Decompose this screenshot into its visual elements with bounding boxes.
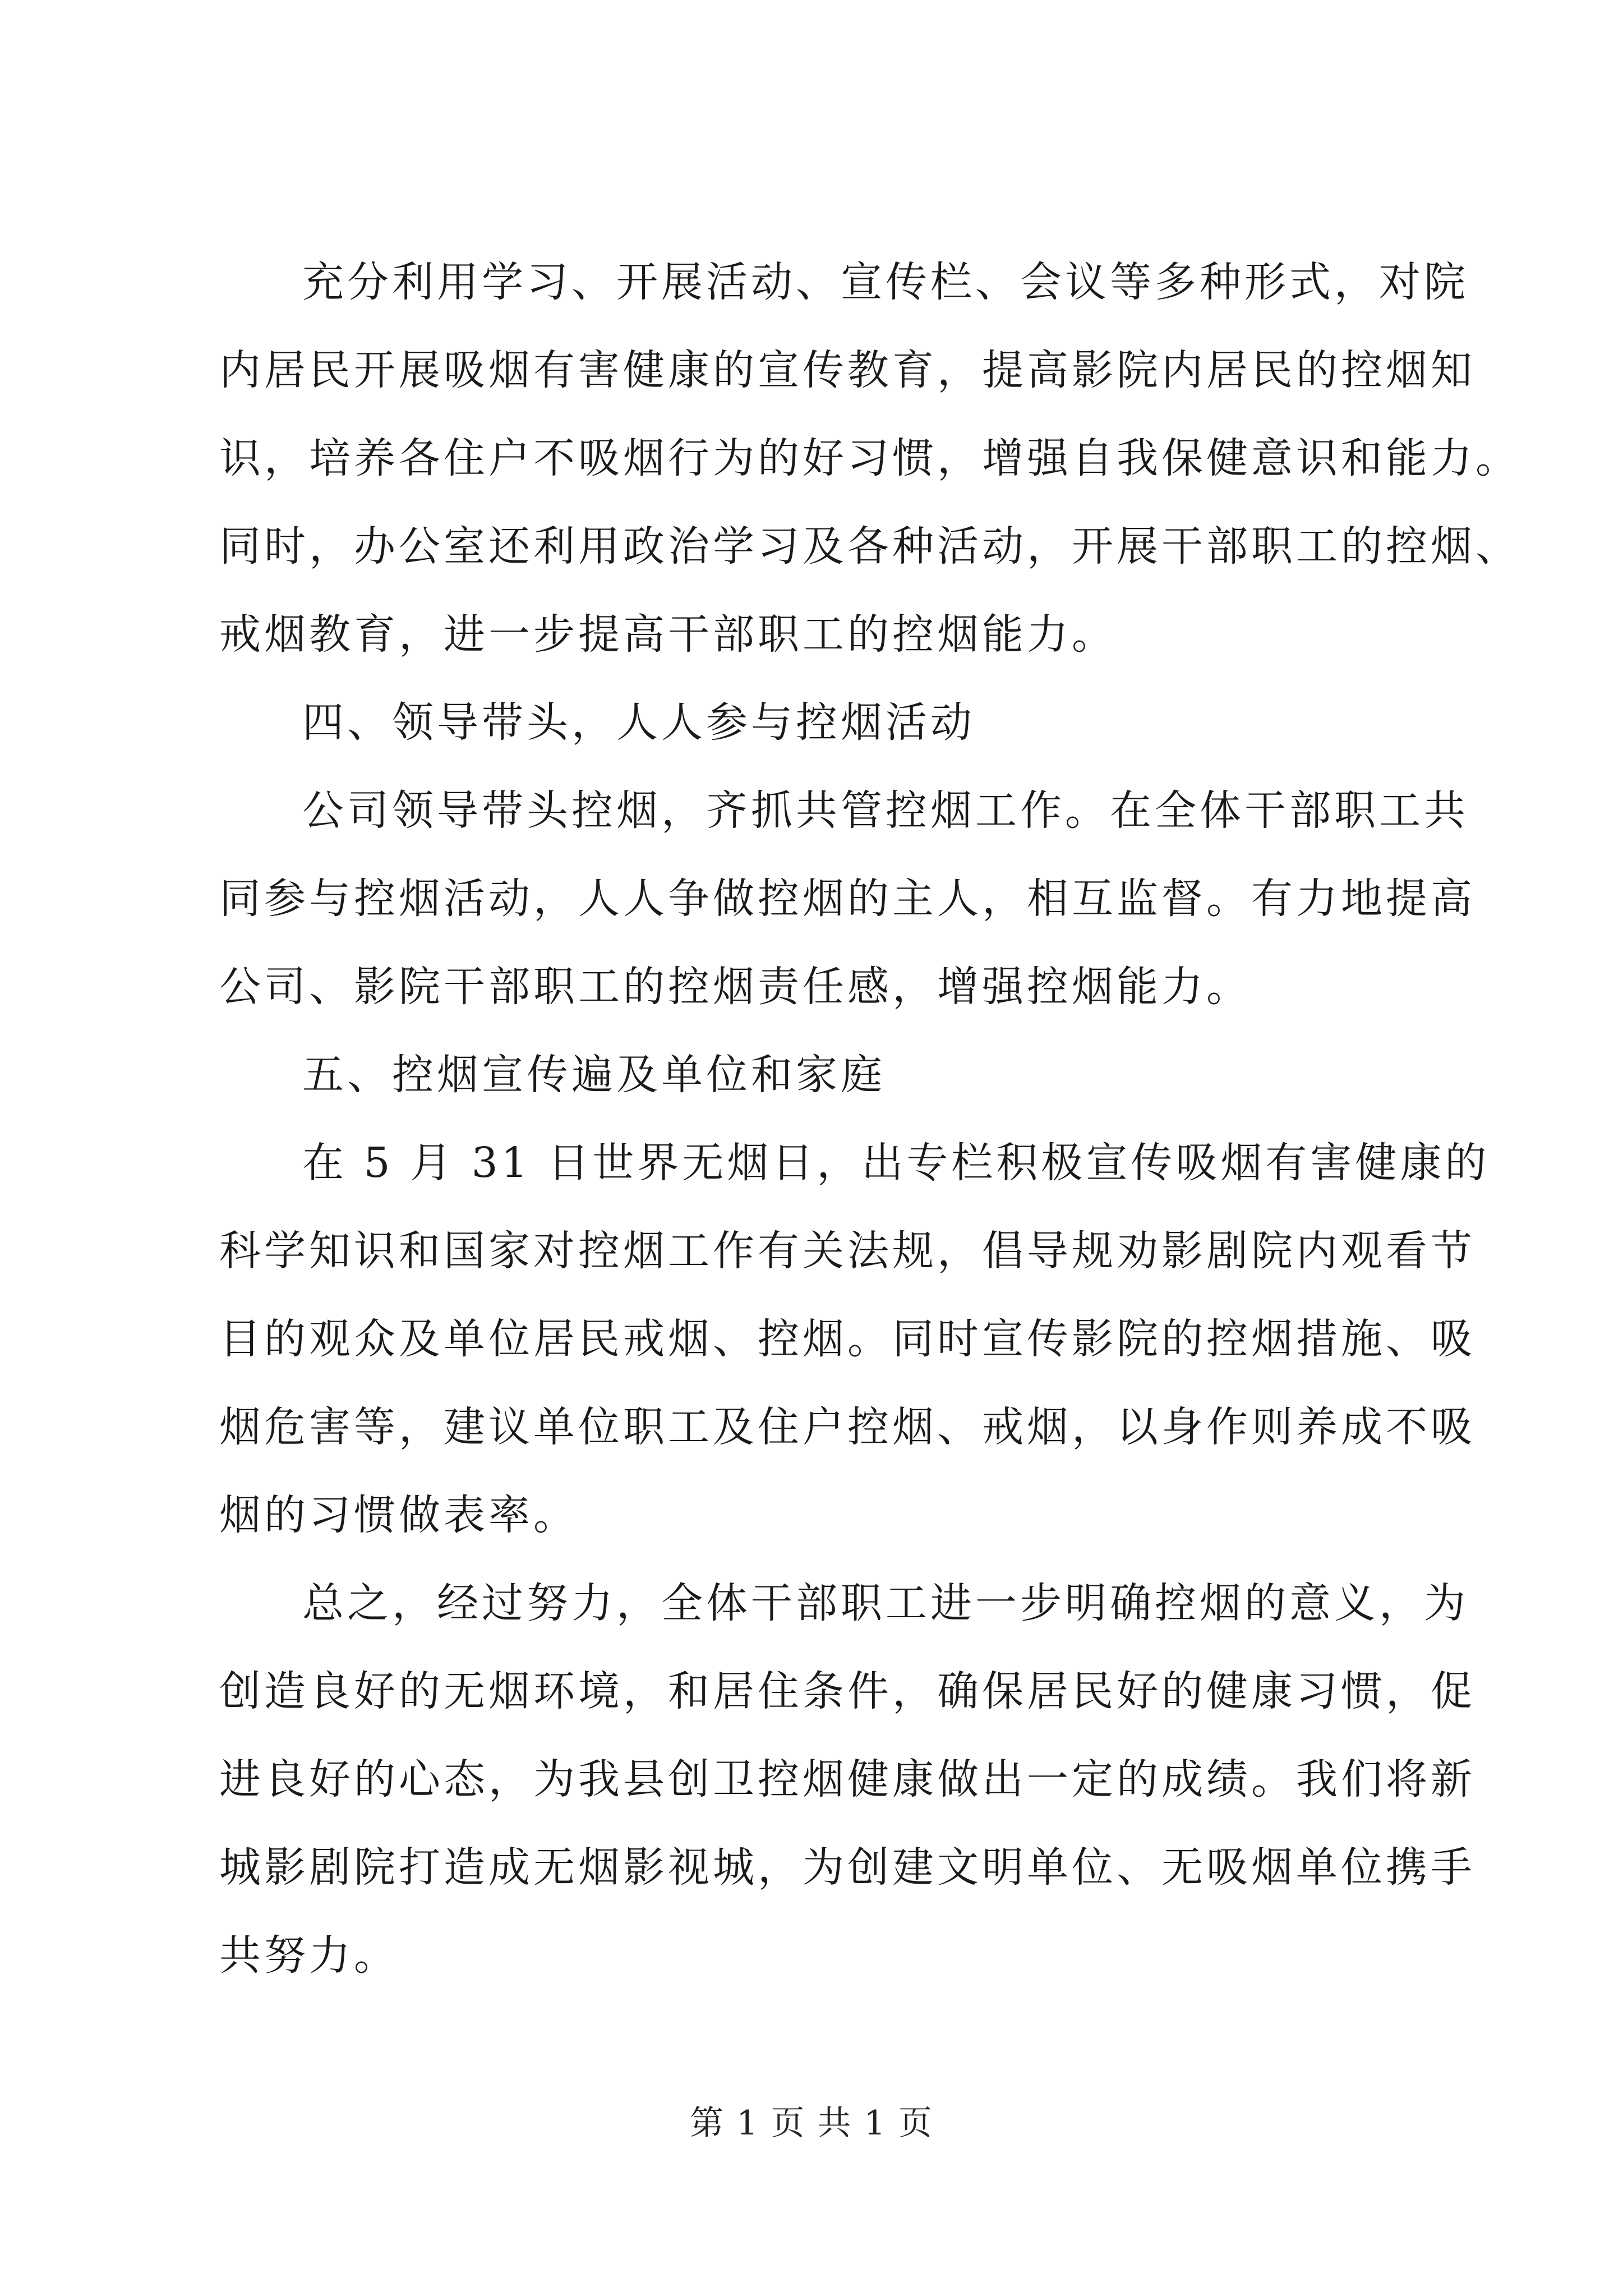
paragraph-line: 在 5 月 31 日世界无烟日，出专栏积极宣传吸烟有害健康的 (302, 1139, 1490, 1187)
paragraph-line: 烟危害等，建议单位职工及住户控烟、戒烟，以身作则养成不吸 (219, 1403, 1476, 1451)
paragraph-line: 同参与控烟活动，人人争做控烟的主人，相互监督。有力地提高 (219, 875, 1476, 923)
page-footer: 第 1 页 共 1 页 (690, 2104, 933, 2143)
paragraph-line: 进良好的心态，为我县创卫控烟健康做出一定的成绩。我们将新 (219, 1755, 1476, 1803)
paragraph-line: 目的观众及单位居民戒烟、控烟。同时宣传影院的控烟措施、吸 (219, 1315, 1476, 1363)
paragraph-line: 戒烟教育，进一步提高干部职工的控烟能力。 (219, 610, 1117, 659)
paragraph-line: 烟的习惯做表率。 (219, 1491, 578, 1539)
paragraph-line: 内居民开展吸烟有害健康的宣传教育，提高影院内居民的控烟知 (219, 346, 1476, 394)
paragraph-line: 识，培养各住户不吸烟行为的好习惯，增强自我保健意识和能力。 (219, 434, 1520, 482)
paragraph-line: 共努力。 (219, 1931, 399, 1980)
paragraph-line: 总之，经过努力，全体干部职工进一步明确控烟的意义，为 (302, 1579, 1469, 1627)
paragraph-line: 公司、影院干部职工的控烟责任感，增强控烟能力。 (219, 963, 1251, 1011)
section-heading-4: 四、领导带头，人人参与控烟活动 (302, 698, 975, 747)
paragraph-line: 充分利用学习、开展活动、宣传栏、会议等多种形式，对院 (302, 258, 1469, 306)
paragraph-line: 城影剧院打造成无烟影视城，为创建文明单位、无吸烟单位携手 (219, 1843, 1476, 1892)
paragraph-line: 同时，办公室还利用政治学习及各种活动，开展干部职工的控烟、 (219, 522, 1520, 570)
paragraph-line: 创造良好的无烟环境，和居住条件，确保居民好的健康习惯，促 (219, 1667, 1476, 1715)
section-heading-5: 五、控烟宣传遍及单位和家庭 (302, 1051, 886, 1099)
paragraph-line: 公司领导带头控烟，齐抓共管控烟工作。在全体干部职工共 (302, 786, 1469, 835)
paragraph-line: 科学知识和国家对控烟工作有关法规，倡导规劝影剧院内观看节 (219, 1227, 1476, 1275)
